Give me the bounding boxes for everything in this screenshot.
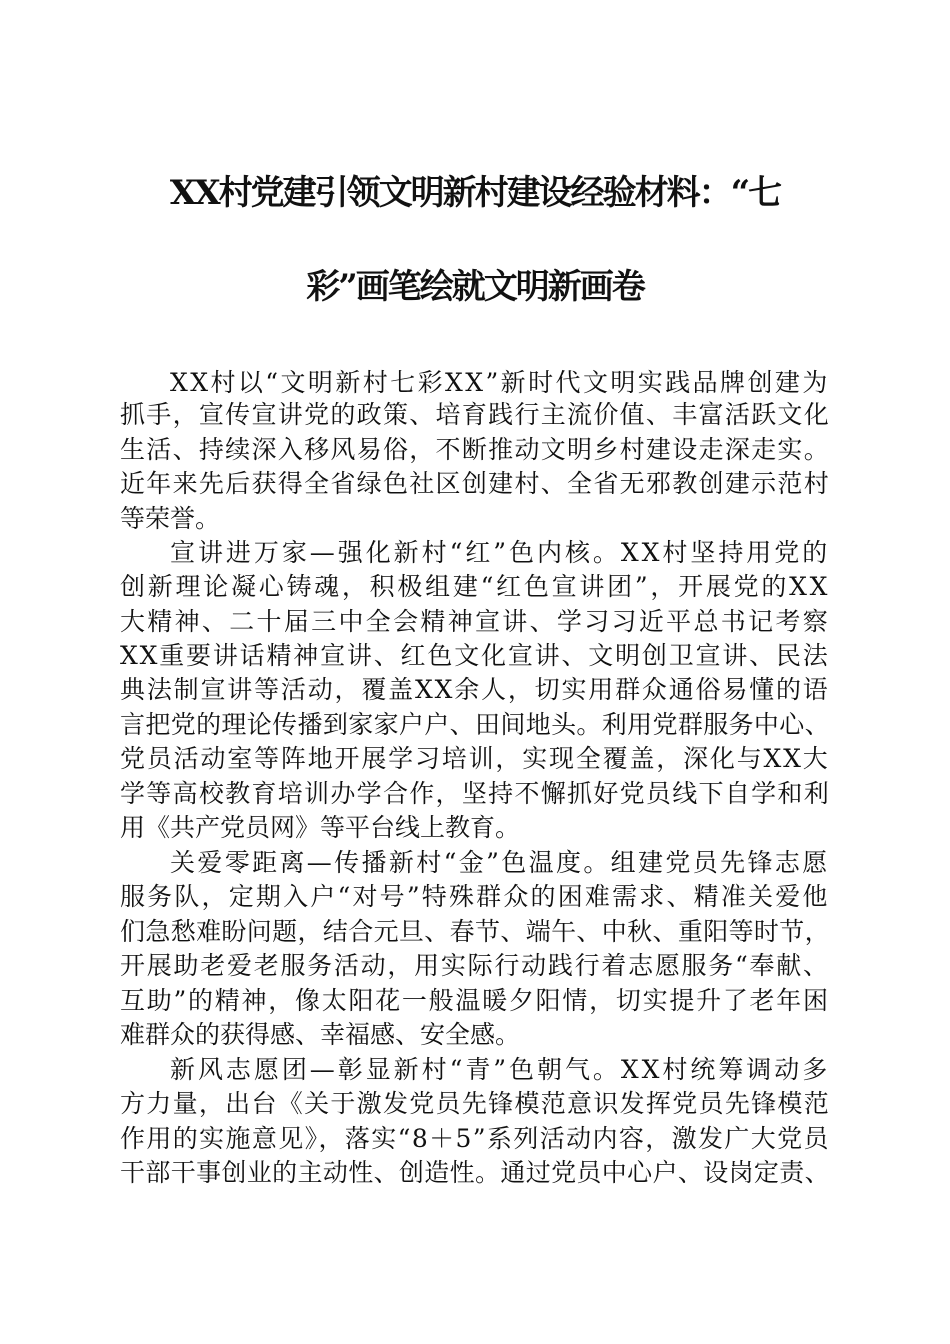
body-line-21: 新风志愿团—彰显新村“青”色朝气。XX村统筹调动多 [170,1055,831,1084]
body-line-7: 创新理论凝心铸魂，积极组建“红色宣讲团”，开展党的XX [120,572,831,601]
body-line-15: 关爱零距离—传播新村“金”色温度。组建党员先锋志愿 [170,848,830,877]
body-line-3: 生活、持续深入移风易俗，不断推动文明乡村建设走深走实。 [120,435,831,464]
body-line-13: 学等高校教育培训办学合作，坚持不懈抓好党员线下自学和利 [120,779,831,808]
body-line-4: 近年来先后获得全省绿色社区创建村、全省无邪教创建示范村 [120,469,831,498]
body-line-8: 大精神、二十届三中全会精神宣讲、学习习近平总书记考察 [120,607,831,636]
body-line-16: 服务队，定期入户“对号”特殊群众的困难需求、精准关爱他 [120,882,830,911]
body-line-14: 用《共产党员网》等平台线上教育。 [120,813,521,842]
body-line-5: 等荣誉。 [120,504,221,533]
body-line-19: 互助”的精神，像太阳花一般温暖夕阳情，切实提升了老年困 [120,986,830,1015]
body-line-10: 典法制宣讲等活动，覆盖XX余人，切实用群众通俗易懂的语 [120,675,830,704]
body-line-12: 党员活动室等阵地开展学习培训，实现全覆盖，深化与XX大 [120,744,830,773]
body-line-17: 们急愁难盼问题，结合元旦、春节、端午、中秋、重阳等时节， [120,917,831,946]
body-line-11: 言把党的理论传播到家家户户、田间地头。利用党群服务中心、 [120,710,831,739]
body-line-6: 宣讲进万家—强化新村“红”色内核。XX村坚持用党的 [170,538,831,567]
body-line-18: 开展助老爱老服务活动，用实际行动践行着志愿服务“奉献、 [120,951,830,980]
body-line-1: XX村以“文明新村七彩XX”新时代文明实践品牌创建为 [170,368,830,397]
body-line-22: 方力量，出台《关于激发党员先锋模范意识发挥党员先锋模范 [120,1089,831,1118]
body-line-20: 难群众的获得感、幸福感、安全感。 [120,1020,521,1049]
body-line-9: XX重要讲话精神宣讲、红色文化宣讲、文明创卫宣讲、民法 [120,641,830,670]
body-line-2: 抓手，宣传宣讲党的政策、培育践行主流价值、丰富活跃文化 [120,400,831,429]
body-line-23: 作用的实施意见》，落实“8＋5”系列活动内容，激发广大党员 [120,1124,830,1153]
title-line-2: 彩”画笔绘就文明新画卷 [306,267,644,307]
title-line-1: XX村党建引领文明新村建设经验材料：“七 [169,173,781,213]
body-line-24: 干部干事创业的主动性、创造性。通过党员中心户、设岗定责、 [120,1158,831,1187]
